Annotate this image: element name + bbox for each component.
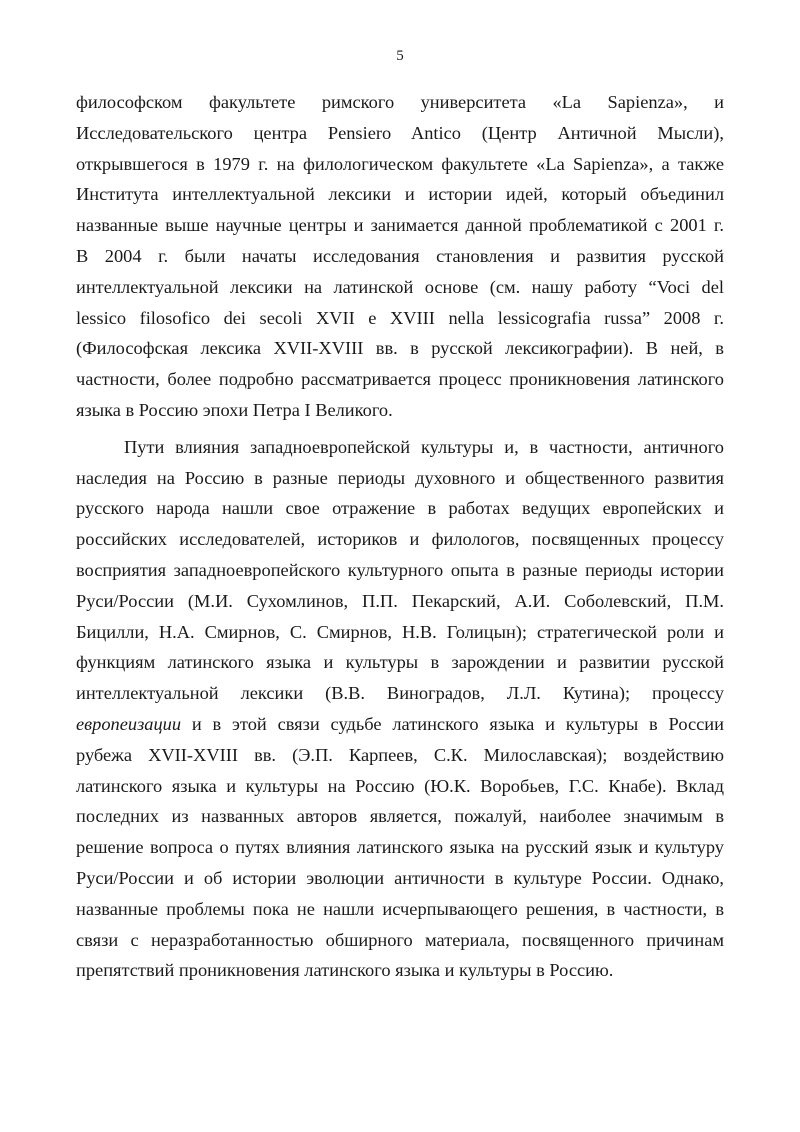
text-line: интеллектуальной лексики (В.В. Виноградов, Л.Л. Кутина); процессу [76, 683, 724, 704]
text-line: функциям латинского языка и культуры в зарождении и развитии русской [76, 652, 724, 673]
text-line: открывшегося в 1979 г. на филологическом факультете «La Sapienza», а также [76, 153, 724, 174]
text-line: философском факультете римского университета «La Sapienza», и [76, 92, 724, 112]
text-line: названные выше научные центры и занимается данной проблематикой с 2001 г. [76, 215, 724, 236]
text-line: Исследовательского центра Pensiero Antico (Центр Античной Мысли), [76, 122, 724, 143]
text-line: препятствий проникновения латинского языка и культуры в Россию. [76, 960, 614, 981]
italic-term: европеизации [76, 713, 182, 734]
paragraph-1 [76, 87, 724, 426]
text-line: рубежа XVII-XVIII вв. (Э.П. Карпеев, С.К. Милославская); воздействию [76, 744, 724, 765]
text-line: связи с неразработанностью обширного материала, посвященного причинам [76, 929, 724, 950]
text-line [76, 709, 724, 740]
text-line: российских исследователей, историков и филологов, посвященных процессу [76, 529, 724, 550]
text-line: (Философская лексика XVII-XVIII вв. в русской лексикографии). В ней, в [76, 338, 724, 359]
text-line: последних из названных авторов является, пожалуй, наиболее значимым в [76, 806, 724, 827]
text-fragment: и в этой связи судьбе латинского языка и культуры в России [181, 713, 724, 734]
text-line: названные проблемы пока не нашли исчерпывающего решения, в частности, в [76, 898, 724, 919]
text-line: решение вопроса о путях влияния латинского языка на русский язык и культуру [76, 837, 724, 858]
text-line: русского народа нашли свое отражение в работах ведущих европейских и [76, 498, 724, 519]
text-line: Пути влияния западноевропейской культуры и, в частности, античного [124, 436, 724, 457]
text-line: наследия на Россию в разные периоды духовного и общественного развития [76, 467, 724, 488]
page-number: 5 [396, 48, 404, 64]
paragraph-2 [76, 432, 724, 986]
document-body [76, 87, 724, 986]
text-line: интеллектуальной лексики на латинской основе (см. нашу работу “Voci del [76, 276, 724, 297]
text-line: В 2004 г. были начаты исследования становления и развития русской [76, 245, 724, 266]
text-line: Бицилли, Н.А. Смирнов, С. Смирнов, Н.В. Голицын); стратегической роли и [76, 621, 724, 642]
text-line: частности, более подробно рассматривается процесс проникновения латинского [76, 369, 724, 390]
text-line: восприятия западноевропейского культурного опыта в разные периоды истории [76, 559, 724, 580]
text-line: Руси/России (М.И. Сухомлинов, П.П. Пекарский, А.И. Соболевский, П.М. [76, 590, 724, 611]
text-line: Института интеллектуальной лексики и истории идей, который объединил [76, 184, 724, 205]
text-line: Руси/России и об истории эволюции античности в культуре России. Однако, [76, 867, 724, 888]
text-line: языка в Россию эпохи Петра I Великого. [76, 399, 393, 420]
text-line: lessico filosofico dei secoli XVII e XVIII nella lessicografia russa” 2008 г. [76, 307, 724, 328]
text-line: латинского языка и культуры на Россию (Ю.К. Воробьев, Г.С. Кнабе). Вклад [76, 775, 724, 796]
